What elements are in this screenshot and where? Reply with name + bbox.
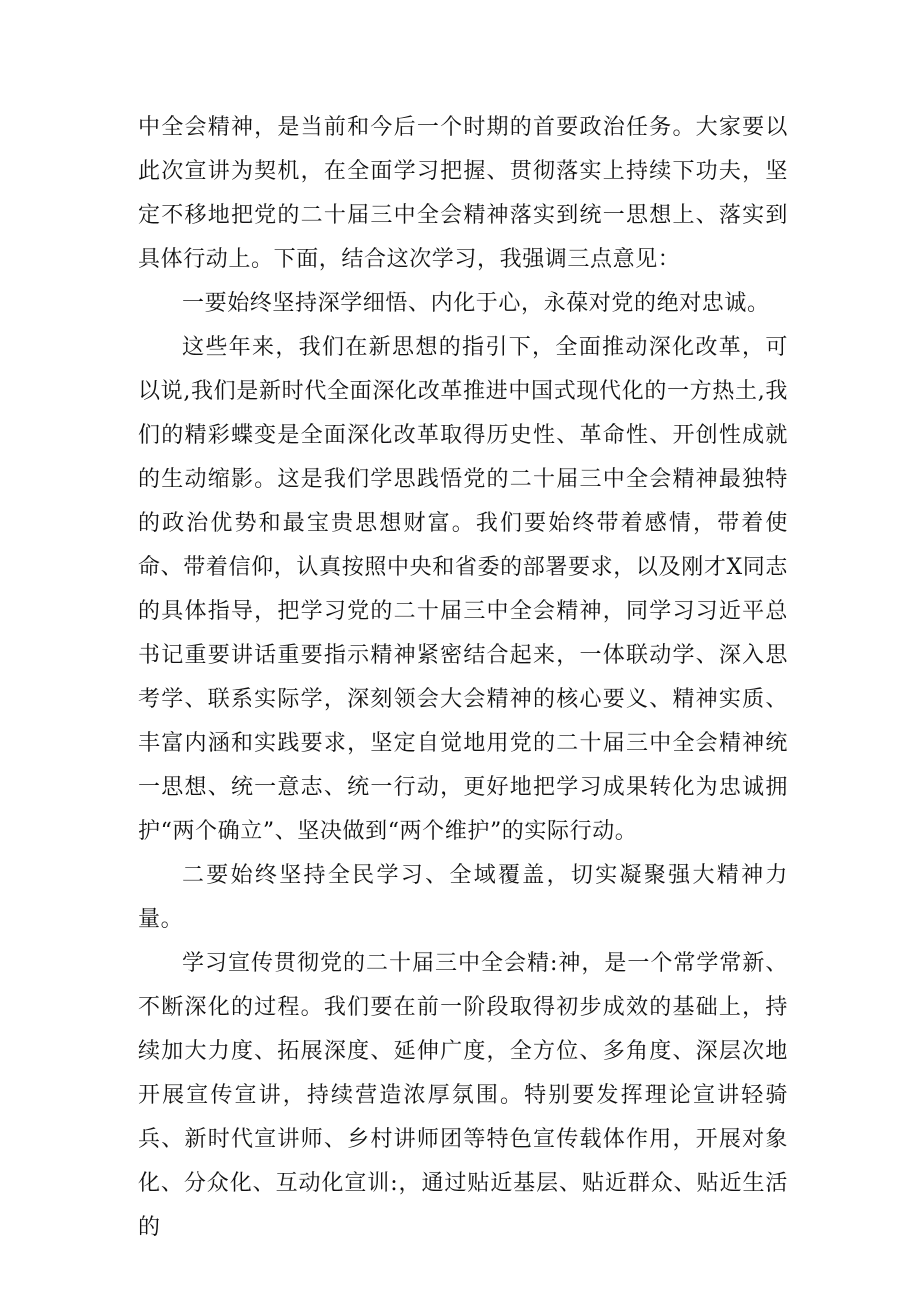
point-one-heading: 一要始终坚持深学细悟、内化于心，永葆对党的绝对忠诚。 [182,291,770,316]
paragraph-point-one-body: 这些年来，我们在新思想的指引下，全面推动深化改革，可以说,我们是新时代全面深化改革推进中国式现代化的一方热土,我们的精彩蝶变是全面深化改革取得历史性、革命性、开创性成就的生动缩影。这是我们学思践悟党的二十届三中全会精神最独特的政治优势和最宝贵思想财富。我们要始终带着感情，带着使命、带着信仰，认真按照中央和省委的部署要求，以及刚才X同志的具体指导，把学习党的二十届三中全会精神，同学习习近平总书记重要讲话重要指示精神紧密结合起来，一体联动学、深入思考学、联系实际学，深刻领会大会精神的核心要义、精神实质、丰富内涵和实践要求，坚定自觉地用党的二十届三中全会精神统一思想、统一意志、统一行动，更好地把学习成果转化为忠诚拥护“两个确立”、坚决做到“两个维护”的实际行动。 [138,335,788,844]
paragraph-continued-intro: 中全会精神，是当前和今后一个时期的首要政治任务。大家要以此次宣讲为契机，在全面学习把握、贯彻落实上持续下功夫，坚定不移地把党的二十届三中全会精神落实到统一思想上、落实到具体行动上。下面，结合这次学习，我强调三点意见： [138,115,788,272]
paragraph-point-two-body: 学习宣传贯彻党的二十届三中全会精:神，是一个常学常新、不断深化的过程。我们要在前一阶段取得初步成效的基础上，持续加大力度、拓展深度、延伸广度，全方位、多角度、深层次地开展宣传宣讲，持续营造浓厚氛围。特别要发挥理论宣讲轻骑兵、新时代宣讲师、乡村讲师团等特色宣传载体作用，开展对象化、分众化、互动化宣训:，通过贴近基层、贴近群众、贴近生活的 [138,951,788,1240]
document-body [138,106,788,1250]
point-two-heading: 二要始终坚持全民学习、全域覆盖，切实凝聚强大精神力量。 [138,863,788,932]
